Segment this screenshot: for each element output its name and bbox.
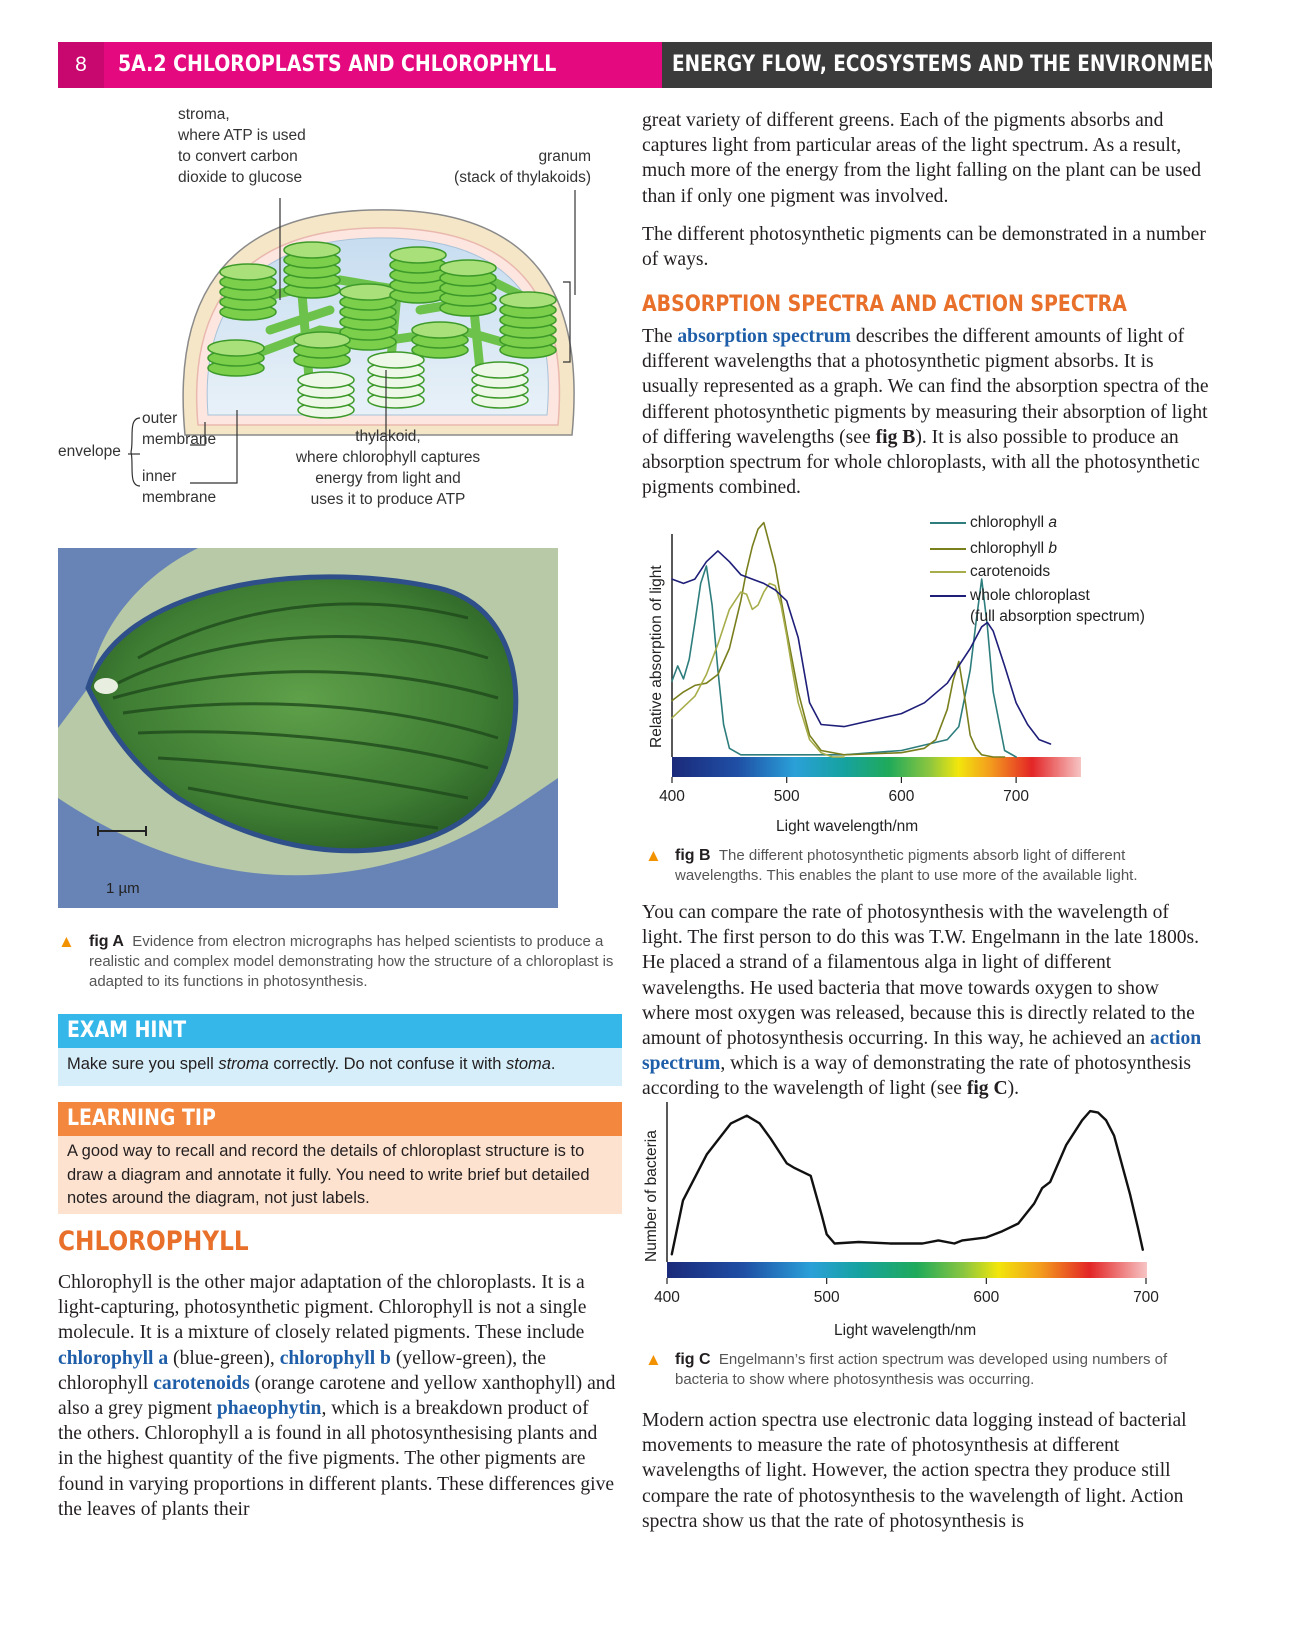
spectrum-band [667, 1262, 1147, 1278]
keyword-phaeophytin[interactable]: phaeophytin [216, 1398, 322, 1420]
x-tick-label: 400 [654, 1289, 680, 1306]
outer-membrane-label: outer membrane [142, 410, 217, 448]
chart-c-ylabel: Number of bacteria [643, 1130, 660, 1262]
x-tick-label: 500 [773, 788, 800, 805]
page-number: 8 [58, 42, 104, 88]
fig-b-text: The different photosynthetic pigments absorb light of different wavelengths. This enables the plant to use more of the available light. [675, 847, 1138, 884]
chlorophyll-paragraph: Chlorophyll is the other major adaptation of the chloroplasts. It is a light-capturing, photosynthetic pigment. Chlorophyll is not a single molecule. It is a mixture of closely related pigments. These include chlorophyll a (blue-green), chlorophyll b (yellow-green), the chlorophyll carotenoids (orange carotene and yellow xanthophyll) and also a grey pigment phaeophytin, which is a breakdown product of the others. Chlorophyll a is found in all photosynthesising plants and in the highest quantity of the five pigments. The other pigments are found in varying proportions in different plants. These differences give the leaves of plants their [58, 1272, 616, 1520]
chart-c-xlabel: Light wavelength/nm [834, 1322, 977, 1339]
unit-title: ENERGY FLOW, ECOSYSTEMS AND THE ENVIRONMENT [672, 52, 1231, 77]
fig-c-caption [675, 1350, 1215, 1390]
learning-tip-text: A good way to recall and record the details of chloroplast structure is to draw a diagram and annotate it fully. You need to write brief but detailed notes around the diagram, not just labels. [67, 1142, 590, 1207]
fig-a-marker-icon: ▲ [58, 932, 75, 951]
absorption-paragraph: The absorption spectrum describes the different amounts of light of different wavelengths that a photosynthetic pigment absorbs. It is usually represented as a graph. We can find the absorption spectra of the different photosynthetic pigments by measuring their absorption of light of differing wavelengths (see fig B). It is also possible to produce an absorption spectrum for whole chloroplasts, with all the photosynthetic pigments combined. [642, 326, 1209, 499]
keyword-action-spectrum[interactable]: action spectrum [642, 1028, 1202, 1075]
keyword-chlorophyll-a[interactable]: chlorophyll a [58, 1347, 169, 1369]
right-paragraph-1: great variety of different greens. Each of the pigments absorbs and captures light from particular areas of the light spectrum. As a result, much more of the energy from the light falling on the plant can be used than if only one pigment was involved. [642, 110, 1201, 207]
ref-fig-b[interactable]: fig B [875, 426, 916, 448]
modern-action-paragraph: Modern action spectra use electronic data logging instead of bacterial movements to measure the rate of photosynthesis at different wavelengths of light. However, the action spectra they produce still compare the rate of photosynthesis to the wavelength of light. Action spectra show us that the rate of photosynthesis is [642, 1410, 1187, 1532]
legend-label: carotenoids [970, 563, 1051, 580]
legend-label: chlorophyll a [970, 514, 1058, 531]
chlorophyll-heading: CHLOROPHYLL [58, 1226, 249, 1257]
keyword-carotenoids[interactable]: carotenoids [153, 1372, 250, 1394]
section-title: 5A.2 CHLOROPLASTS AND CHLOROPHYLL [118, 52, 557, 77]
fig-a-label: fig A [89, 933, 124, 950]
right-paragraph-2: The different photosynthetic pigments can be demonstrated in a number of ways. [642, 224, 1206, 271]
fig-c-marker-icon: ▲ [645, 1350, 662, 1369]
keyword-absorption-spectrum[interactable]: absorption spectrum [677, 326, 852, 347]
exam-hint-text: Make sure you spell stroma correctly. Do not confuse it with stoma. [67, 1055, 556, 1073]
stroma-label: stroma, where ATP is used to convert carbon dioxide to glucose [178, 106, 306, 186]
inner-membrane-label: inner membrane [142, 468, 217, 506]
fig-b-label: fig B [675, 847, 711, 864]
chart-b-xlabel: Light wavelength/nm [776, 818, 919, 835]
x-tick-label: 700 [1133, 1289, 1159, 1306]
exam-hint-title: EXAM HINT [67, 1018, 187, 1043]
spectra-heading: ABSORPTION SPECTRA AND ACTION SPECTRA [642, 292, 1127, 317]
granum-label: granum (stack of thylakoids) [454, 148, 591, 186]
legend-label: chlorophyll b [970, 540, 1058, 557]
keyword-chlorophyll-b[interactable]: chlorophyll b [279, 1347, 391, 1369]
chart-b-ylabel: Relative absorption of light [648, 565, 665, 748]
scale-label: 1 µm [106, 880, 140, 897]
legend-label: whole chloroplast (full absorption spectrum) [970, 587, 1145, 625]
fig-a-text: Evidence from electron micrographs has helped scientists to produce a realistic and complex model demonstrating how the structure of a chloroplast is adapted to its functions in photosynthesis. [89, 933, 614, 990]
x-tick-label: 500 [813, 1289, 840, 1306]
series-line-bacteria [672, 1111, 1143, 1254]
x-tick-label: 600 [888, 788, 915, 805]
x-tick-label: 700 [1003, 788, 1030, 805]
fig-c-label: fig C [675, 1351, 711, 1368]
x-tick-label: 400 [659, 788, 685, 805]
ref-fig-c[interactable]: fig C [966, 1078, 1008, 1100]
fig-b-marker-icon: ▲ [645, 846, 662, 865]
envelope-label: envelope [58, 443, 121, 460]
learning-tip-title: LEARNING TIP [67, 1106, 216, 1131]
thylakoid-label: thylakoid, where chlorophyll captures energy from light and uses it to produce ATP [295, 428, 481, 508]
fig-c-text: Engelmann’s first action spectrum was developed using numbers of bacteria to show where photosynthesis was occurring. [675, 1351, 1168, 1388]
action-paragraph: You can compare the rate of photosynthesis with the wavelength of light. The first person to do this was T.W. Engelmann in the late 1800s. He placed a strand of a filamentous alga in light of different wavelengths. He used bacteria that move towards oxygen to show where most oxygen was released, because this is directly related to the amount of photosynthesis occurring. In this way, he achieved an action spectrum, which is a way of demonstrating the rate of photosynthesis according to the wavelength of light (see fig C). [642, 902, 1202, 1100]
x-tick-label: 600 [973, 1289, 1000, 1306]
